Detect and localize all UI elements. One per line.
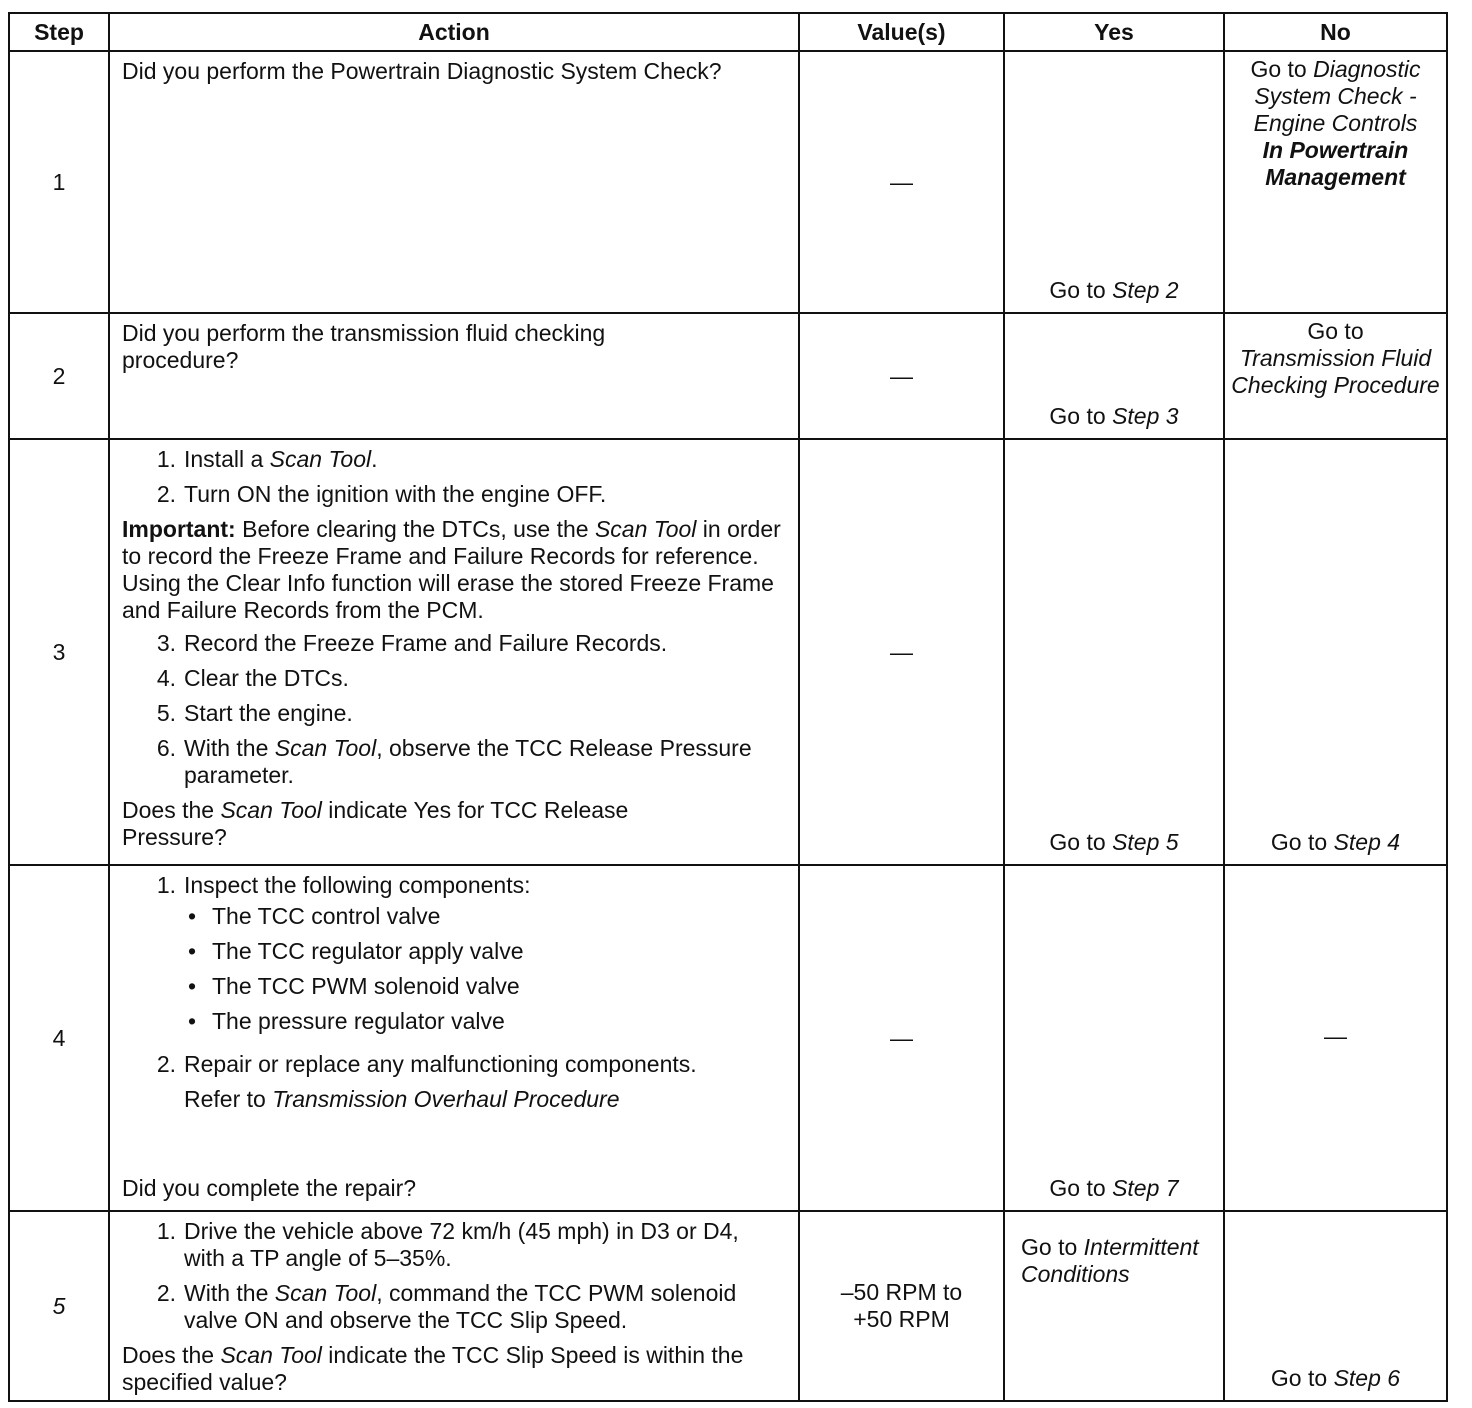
list-item: 3. Record the Freeze Frame and Failure Records. (156, 630, 668, 656)
header-action: Action (109, 13, 799, 51)
refer-text: Refer to Transmission Overhaul Procedure (184, 1086, 620, 1112)
header-row (9, 13, 1447, 51)
no-cell (1224, 313, 1447, 439)
value-cell: — (799, 51, 1004, 313)
yes-cell (1004, 1211, 1224, 1401)
steps-list (122, 1218, 788, 1334)
refer-link[interactable]: Transmission Overhaul Procedure (272, 1086, 620, 1112)
yes-goto[interactable]: Go to Intermittent Conditions (1021, 1234, 1199, 1287)
bullet-item: • The pressure regulator valve (188, 1008, 505, 1034)
steps-list (122, 872, 788, 1113)
action-cell (109, 439, 799, 865)
diagnostic-table (8, 12, 1448, 1402)
header-yes: Yes (1004, 13, 1224, 51)
no-cell (1224, 439, 1447, 865)
header-step: Step (9, 13, 109, 51)
list-item: 2. Turn ON the ignition with the engine OFF. (156, 481, 607, 507)
list-item: 2. Repair or replace any malfunctioning components. Refer to Transmission Overhaul Procedure (122, 1051, 788, 1113)
yes-link[interactable]: Step 3 (1112, 403, 1179, 429)
step-number: 1 (9, 51, 109, 313)
table-row (9, 1211, 1447, 1401)
table-row (9, 313, 1447, 439)
table-row (9, 865, 1447, 1211)
action-question: Did you perform the transmission fluid checking procedure? (122, 320, 606, 373)
no-link[interactable]: Step 4 (1333, 829, 1401, 855)
list-item: 6. With the Scan Tool, observe the TCC Release Pressure parameter. (156, 735, 752, 788)
action-cell (109, 865, 799, 1211)
yes-goto[interactable]: Go to Step 7 (1049, 1175, 1179, 1201)
header-no: No (1224, 13, 1447, 51)
yes-goto[interactable]: Go to Step 2 (1049, 277, 1179, 303)
no-goto[interactable]: Go to Step 4 (1270, 829, 1401, 855)
yes-cell (1004, 865, 1224, 1211)
value-cell: — (799, 865, 1004, 1211)
step-number: 3 (9, 439, 109, 865)
value-cell (799, 1211, 1004, 1401)
yes-cell (1004, 313, 1224, 439)
no-link[interactable]: Step 6 (1333, 1365, 1401, 1391)
list-item: 1. Inspect the following components: • The TCC control valve • The TCC regulator apply valve • The TCC PWM solenoid valve • The pressure regulator valve (122, 872, 788, 1043)
yes-link[interactable]: Step 7 (1112, 1175, 1179, 1201)
action-cell (109, 51, 799, 313)
step-number: 4 (9, 865, 109, 1211)
no-cell: — (1224, 865, 1447, 1211)
no-link[interactable]: Transmission Fluid Checking Procedure (1231, 345, 1440, 398)
bullet-list (188, 903, 788, 1043)
list-item: 1. Install a Scan Tool. (156, 446, 378, 472)
yes-link[interactable]: Intermittent Conditions (1021, 1234, 1199, 1287)
bullet-item: • The TCC regulator apply valve (188, 938, 524, 964)
list-item: 4. Clear the DTCs. (156, 665, 349, 691)
table-row (9, 439, 1447, 865)
yes-goto[interactable]: Go to Step 3 (1049, 403, 1179, 429)
steps-list (122, 630, 788, 789)
yes-link[interactable]: Step 5 (1112, 829, 1179, 855)
important-note: Important: Before clearing the DTCs, use the Scan Tool in order to record the Freeze Frame and Failure Records for reference. Using the Clear Info function will erase the stored Freeze Frame and Failure Records from the PCM. (122, 516, 781, 623)
steps-list (122, 446, 788, 508)
no-link[interactable]: Diagnostic System Check - Engine Controls (1253, 56, 1421, 136)
no-goto[interactable]: Go to Diagnostic System Check - Engine Controls In Powertrain Management (1250, 56, 1421, 190)
no-cell (1224, 1211, 1447, 1401)
action-question: Does the Scan Tool indicate the TCC Slip Speed is within the specified value? (122, 1342, 744, 1395)
yes-cell (1004, 51, 1224, 313)
action-cell (109, 313, 799, 439)
no-link-bold[interactable]: In Powertrain Management (1262, 137, 1409, 190)
value-line: –50 RPM to (840, 1279, 963, 1305)
no-goto[interactable]: Go to Transmission Fluid Checking Procedure (1231, 318, 1440, 398)
step-number: 5 (9, 1211, 109, 1401)
yes-cell (1004, 439, 1224, 865)
value-cell: — (799, 313, 1004, 439)
list-item: 2. With the Scan Tool, command the TCC PWM solenoid valve ON and observe the TCC Slip Speed. (156, 1280, 737, 1333)
action-question: Does the Scan Tool indicate Yes for TCC Release Pressure? (122, 797, 629, 850)
yes-goto[interactable]: Go to Step 5 (1049, 829, 1179, 855)
yes-link[interactable]: Step 2 (1112, 277, 1179, 303)
header-values: Value(s) (799, 13, 1004, 51)
action-question: Did you complete the repair? (122, 1175, 417, 1201)
list-item: 1. Drive the vehicle above 72 km/h (45 mph) in D3 or D4, with a TP angle of 5–35%. (156, 1218, 739, 1271)
no-goto[interactable]: Go to Step 6 (1270, 1365, 1401, 1391)
step-number: 2 (9, 313, 109, 439)
value-cell: — (799, 439, 1004, 865)
no-cell (1224, 51, 1447, 313)
action-cell (109, 1211, 799, 1401)
list-item: 5. Start the engine. (156, 700, 353, 726)
action-question: Did you perform the Powertrain Diagnostic System Check? (122, 58, 722, 84)
table-row (9, 51, 1447, 313)
bullet-item: • The TCC PWM solenoid valve (188, 973, 520, 999)
bullet-item: • The TCC control valve (188, 903, 441, 929)
value-line: +50 RPM (853, 1306, 950, 1332)
